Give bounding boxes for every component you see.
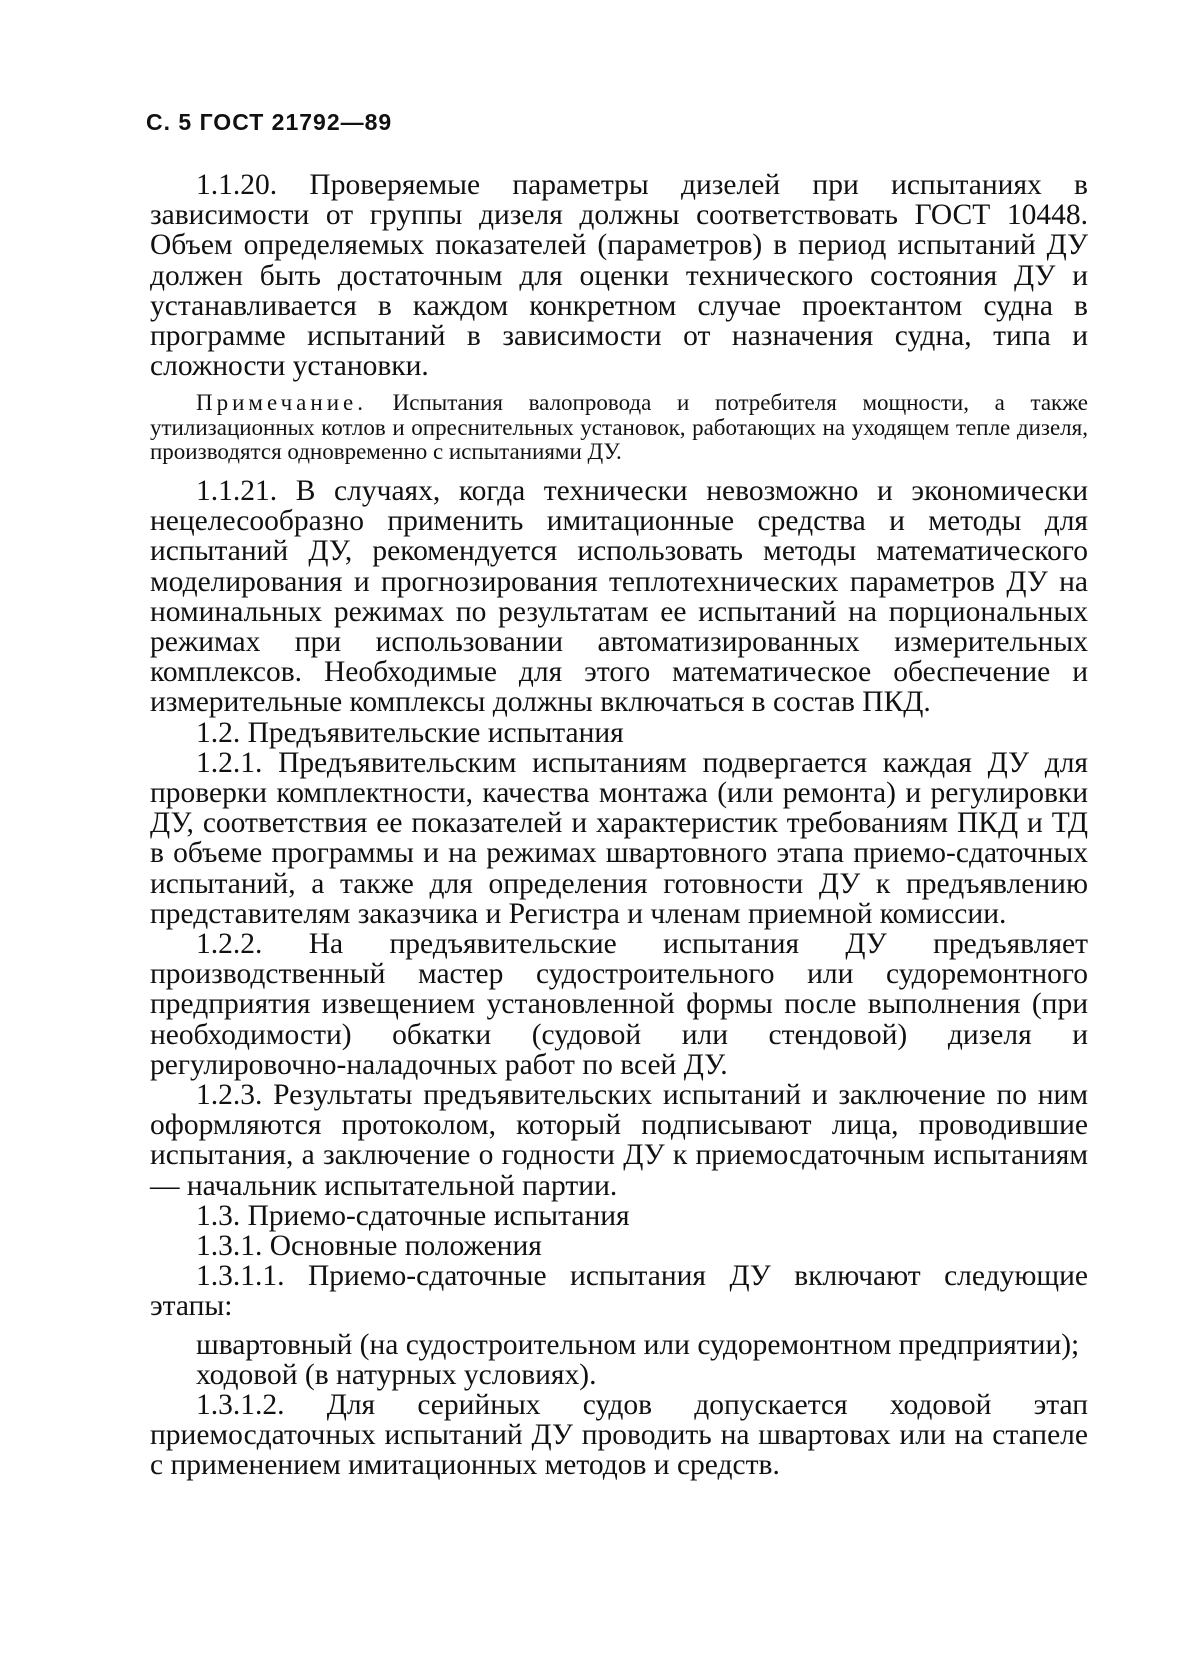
clause-1-1-21: 1.1.21. В случаях, когда технически невозможно и экономически нецелесообразно применить имитационные средства и методы для испытаний ДУ, рекомендуется использовать методы математического моделирования и прогнозирования теплотехнических параметров ДУ на номинальных режимах по результатам ее испытаний на порциональных режимах при использовании автоматизированных измерительных комплексов. Необходимые для этого математическое обеспечение и измерительные комплексы должны включаться в состав ПКД. <box>150 474 1088 719</box>
section-heading-1-3: 1.3. Приемо-сдаточные испытания <box>196 1199 630 1232</box>
document-page <box>146 108 1088 1482</box>
clause-1-2-2: 1.2.2. На предъявительские испытания ДУ предъявляет производственный мастер судостроительного или судоремонтного предприятия извещением установленной формы после выполнения (при необходимости) обкатки (судовой или стендовой) дизеля и регулировочно-наладочных работ по всей ДУ. <box>150 927 1088 1081</box>
note-label: Примечание. <box>196 390 367 416</box>
clause-1-2-1: 1.2.1. Предъявительским испытаниям подвергается каждая ДУ для проверки комплектности, качества монтажа (или ремонта) и регулировки ДУ, соответствия ее показателей и характеристик требованиям ПКД и ТД в объеме программы и на режимах швартовного этапа приемо-сдаточных испытаний, а также для определения готовности ДУ к предъявлению представителям заказчика и Регистра и членам приемной комиссии. <box>150 746 1088 930</box>
page-header: С. 5 ГОСТ 21792—89 <box>146 109 393 135</box>
note-text: Испытания валопровода и потребителя мощности, а также утилизационных котлов и опреснительных установок, работающих на уходящем тепле дизеля, производятся одновременно с испытаниями ДУ. <box>150 390 1088 465</box>
clause-1-2-3: 1.2.3. Результаты предъявительских испытаний и заключение по ним оформляются протоколом, который подписывают лица, проводившие испытания, а заключение о годности ДУ к приемосдаточным испытаниям — начальник испытательной партии. <box>150 1078 1088 1202</box>
clause-1-3-1-1: 1.3.1.1. Приемо-сдаточные испытания ДУ включают следующие этапы: <box>150 1260 1088 1323</box>
stage-item-mooring: швартовный (на судостроительном или судоремонтном предприятии); <box>196 1328 1080 1361</box>
note <box>150 391 1088 465</box>
clause-1-1-20: 1.1.20. Проверяемые параметры дизелей при испытаниях в зависимости от группы дизеля должны соответствовать ГОСТ 10448. Объем определяемых показателей (параметров) в период испытаний ДУ должен быть достаточным для оценки технического состояния ДУ и устанавливается в каждом конкретном случае проектантом судна в программе испытаний в зависимости от назначения судна, типа и сложности установки. <box>150 169 1088 383</box>
section-heading-1-2: 1.2. Предъявительские испытания <box>196 716 624 749</box>
clause-1-3-1-2: 1.3.1.2. Для серийных судов допускается ходовой этап приемосдаточных испытаний ДУ проводить на швартовах или на стапеле с применением имитационных методов и средств. <box>150 1389 1088 1482</box>
section-heading-1-3-1: 1.3.1. Основные положения <box>196 1230 542 1262</box>
stage-item-running: ходовой (в натурных условиях). <box>196 1358 597 1391</box>
